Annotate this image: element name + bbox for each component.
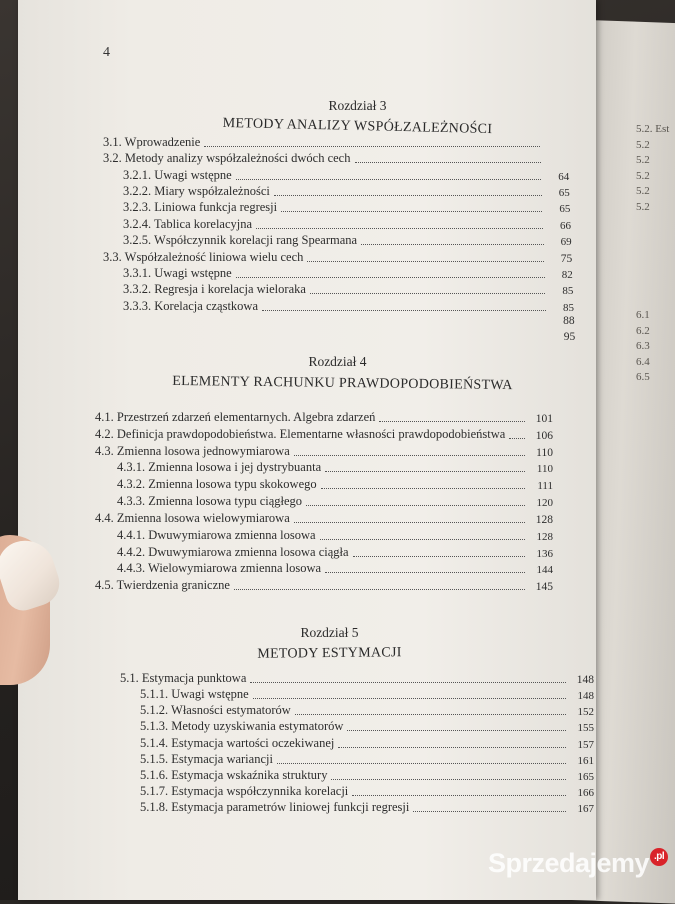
toc-page-number: 148 <box>577 690 594 703</box>
toc-entry-title: 4.4.2. Dwuwymiarowa zmienna losowa ciągła <box>117 544 349 559</box>
toc-page-number: 88 <box>563 315 575 328</box>
toc-leader-dots <box>262 310 546 311</box>
toc-entry-title: 3.2.4. Tablica korelacyjna <box>123 216 253 231</box>
toc-entry-title: 5.1.2. Własności estymatorów <box>140 703 291 718</box>
toc-page-number: 165 <box>577 770 594 783</box>
toc-page-number: 148 <box>576 674 594 686</box>
toc-entry <box>117 561 553 576</box>
toc-leader-dots <box>250 682 566 683</box>
toc-entry <box>300 315 575 327</box>
adjacent-entry: 5.2 <box>636 185 650 197</box>
chapter-title: ELEMENTY RACHUNKU PRAWDOPODOBIEŃSTWA <box>172 373 513 394</box>
adjacent-entry <box>636 277 675 293</box>
toc-entry <box>123 282 573 297</box>
toc-entry-title: 3.1. Wprowadzenie <box>103 135 201 149</box>
toc-page-number: 128 <box>536 530 553 543</box>
toc-entry-title: 5.1.7. Estymacja współczynnika korelacji <box>140 784 349 799</box>
toc-entry-title: 4.2. Definicja prawdopodobieństwa. Elementarne własności prawdopodobieństwa <box>95 426 506 441</box>
toc-leader-dots <box>294 455 525 456</box>
toc-page-number: 65 <box>558 187 570 200</box>
toc-leader-dots <box>310 293 545 294</box>
toc-entry-title: 4.3.2. Zmienna losowa typu skokowego <box>117 477 317 492</box>
toc-leader-dots <box>204 146 540 147</box>
toc-page-number: 85 <box>562 285 574 298</box>
toc-page-number: 106 <box>535 429 553 442</box>
toc-entry-title: 3.2.3. Liniowa funkcja regresji <box>123 200 278 215</box>
toc-page-number: 167 <box>577 803 594 816</box>
toc-entry-title: 3.2.1. Uwagi wstępne <box>123 167 232 182</box>
toc-entry-title: 5.1.6. Estymacja wskaźnika struktury <box>140 767 328 782</box>
toc-page-number: 145 <box>535 581 553 594</box>
toc-entry <box>140 768 594 783</box>
toc-entry-title: 5.1.8. Estymacja parametrów liniowej funkcji regresji <box>140 800 410 815</box>
toc-entry-title: 3.2.5. Współczynnik korelacji rang Spearmana <box>123 233 358 248</box>
toc-page-number: 128 <box>535 513 553 526</box>
toc-entry <box>117 528 553 543</box>
adjacent-entry: 5.2 <box>636 200 650 213</box>
chapter-title: METODY ESTYMACJI <box>257 645 402 662</box>
toc-leader-dots <box>281 211 542 212</box>
toc-page-number: 152 <box>577 706 594 719</box>
adjacent-entry: 5.2. Est <box>636 123 670 135</box>
adjacent-entry: 5.2 <box>636 138 650 151</box>
toc-entry <box>140 703 594 718</box>
toc-entry <box>140 800 594 815</box>
toc-entry <box>95 427 553 442</box>
toc-page-number: 157 <box>577 738 594 751</box>
adjacent-entry: 6.5 <box>636 371 650 383</box>
toc-entry-title: 4.3.1. Zmienna losowa i jej dystrybuanta <box>117 460 322 475</box>
toc-page-number: 161 <box>577 754 594 767</box>
toc-page-number: 95 <box>563 331 576 344</box>
watermark-logo <box>488 848 668 879</box>
toc-leader-dots <box>253 698 566 699</box>
toc-leader-dots <box>338 747 566 748</box>
watermark-suffix: .pl <box>650 848 668 866</box>
toc-entry <box>103 151 569 166</box>
toc-leader-dots <box>321 488 525 489</box>
toc-page-number: 166 <box>577 787 594 800</box>
toc-entry <box>117 494 553 509</box>
toc-entry <box>123 168 569 183</box>
toc-leader-dots <box>294 522 525 523</box>
adjacent-entry <box>636 215 675 231</box>
toc-entry <box>95 410 553 425</box>
toc-page-number: 66 <box>560 219 571 232</box>
toc-entry-title: 3.3. Współzależność liniowa wielu cech <box>103 249 304 264</box>
toc-page-number: 64 <box>558 170 570 183</box>
adjacent-entry: 6.1 <box>636 309 650 321</box>
toc-leader-dots <box>236 277 545 278</box>
toc-entry-title: 3.2. Metody analizy współzależności dwóch cech <box>103 151 351 166</box>
toc-leader-dots <box>325 572 525 573</box>
toc-entry <box>123 200 570 215</box>
toc-entry <box>103 135 568 150</box>
toc-leader-dots <box>295 714 566 715</box>
toc-leader-dots <box>307 261 544 262</box>
toc-entry-title: 5.1.1. Uwagi wstępne <box>140 687 249 702</box>
adjacent-entry <box>636 246 675 262</box>
page-number: 4 <box>103 45 110 60</box>
toc-entry-title: 4.4. Zmienna losowa wielowymiarowa <box>95 510 290 525</box>
toc-entry <box>140 687 594 702</box>
toc-page-number: 101 <box>535 413 553 425</box>
chapter-number: Rozdział 4 <box>308 354 367 369</box>
toc-page-number: 120 <box>536 497 553 510</box>
toc-entry-title: 5.1. Estymacja punktowa <box>120 671 247 685</box>
toc-leader-dots <box>325 471 525 472</box>
toc-entry <box>117 477 553 492</box>
toc-entry <box>95 511 553 526</box>
toc-page-number: 65 <box>559 203 571 216</box>
toc-leader-dots <box>274 195 542 196</box>
toc-entry-title: 4.1. Przestrzeń zdarzeń elementarnych. Algebra zdarzeń <box>95 410 376 424</box>
toc-page-number: 69 <box>560 236 572 249</box>
toc-entry <box>123 299 574 314</box>
toc-leader-dots <box>509 438 525 439</box>
chapter-title: METODY ANALIZY WSPÓŁZALEŻNOŚCI <box>222 115 493 138</box>
chapter-number: Rozdział 5 <box>300 625 359 640</box>
adjacent-entry: 5.2 <box>636 169 650 182</box>
toc-entry <box>95 444 553 459</box>
adjacent-entry <box>636 231 675 247</box>
toc-entry-title: 5.1.4. Estymacja wartości oczekiwanej <box>140 735 335 750</box>
toc-entry-title: 3.3.1. Uwagi wstępne <box>123 265 232 280</box>
toc-page-number: 82 <box>561 268 573 281</box>
toc-entry <box>300 331 575 343</box>
toc-leader-dots <box>352 795 566 796</box>
toc-entry <box>140 719 594 734</box>
adjacent-page-entries <box>636 122 675 386</box>
toc-entry-title: 4.3. Zmienna losowa jednowymiarowa <box>95 443 290 458</box>
adjacent-entry <box>636 262 675 278</box>
toc-entry-title: 5.1.5. Estymacja wariancji <box>140 751 273 766</box>
toc-entry-title: 3.3.3. Korelacja cząstkowa <box>123 298 259 313</box>
adjacent-entry: 6.4 <box>636 355 650 368</box>
toc-leader-dots <box>361 244 544 245</box>
adjacent-entry: 6.3 <box>636 340 650 352</box>
toc-entry <box>117 545 553 560</box>
toc-entry <box>140 736 594 751</box>
toc-page-number: 110 <box>536 463 553 476</box>
toc-entry-title: 4.4.1. Dwuwymiarowa zmienna losowa <box>117 527 316 542</box>
toc-page-number: 136 <box>536 547 553 560</box>
toc-page-number: 155 <box>577 722 594 735</box>
toc-entry-title: 3.3.2. Regresja i korelacja wieloraka <box>123 282 306 297</box>
toc-page-number: 75 <box>560 252 573 265</box>
watermark-text: Sprzedajemy <box>488 848 650 878</box>
toc-entry-title: 5.1.3. Metody uzyskiwania estymatorów <box>140 719 344 734</box>
toc-leader-dots <box>277 763 566 764</box>
toc-page-number: 144 <box>536 564 553 577</box>
toc-entry-title: 4.3.3. Zmienna losowa typu ciągłego <box>117 494 303 509</box>
toc-entry <box>103 250 572 265</box>
adjacent-entry: 5.2 <box>636 154 650 166</box>
toc-entry-title: 4.5. Twierdzenia graniczne <box>95 578 230 593</box>
toc-page-number: 111 <box>537 480 553 493</box>
toc-entry <box>140 784 594 799</box>
toc-entry <box>117 460 553 475</box>
toc-entry <box>123 184 570 199</box>
toc-entry <box>123 266 573 281</box>
toc-page-number: 110 <box>536 446 553 459</box>
toc-entry <box>95 578 553 593</box>
toc-leader-dots <box>256 228 543 229</box>
toc-leader-dots <box>413 811 566 812</box>
toc-leader-dots <box>234 589 525 590</box>
toc-leader-dots <box>353 556 525 557</box>
toc-leader-dots <box>355 162 541 163</box>
toc-page-number: 85 <box>563 301 574 314</box>
chapter-number: Rozdział 3 <box>328 98 387 113</box>
toc-leader-dots <box>379 421 525 422</box>
toc-leader-dots <box>347 730 566 731</box>
toc-leader-dots <box>306 505 525 506</box>
adjacent-entry: 6.2 <box>636 324 650 337</box>
toc-leader-dots <box>236 179 542 180</box>
adjacent-entry <box>636 293 675 309</box>
toc-leader-dots <box>331 779 566 780</box>
toc-leader-dots <box>320 539 525 540</box>
toc-entry <box>123 217 571 232</box>
toc-entry <box>120 671 594 686</box>
toc-entry-title: 4.4.3. Wielowymiarowa zmienna losowa <box>117 561 322 576</box>
toc-entry-title: 3.2.2. Miary współzależności <box>123 184 270 199</box>
toc-entry <box>123 233 572 248</box>
toc-entry <box>140 752 594 767</box>
